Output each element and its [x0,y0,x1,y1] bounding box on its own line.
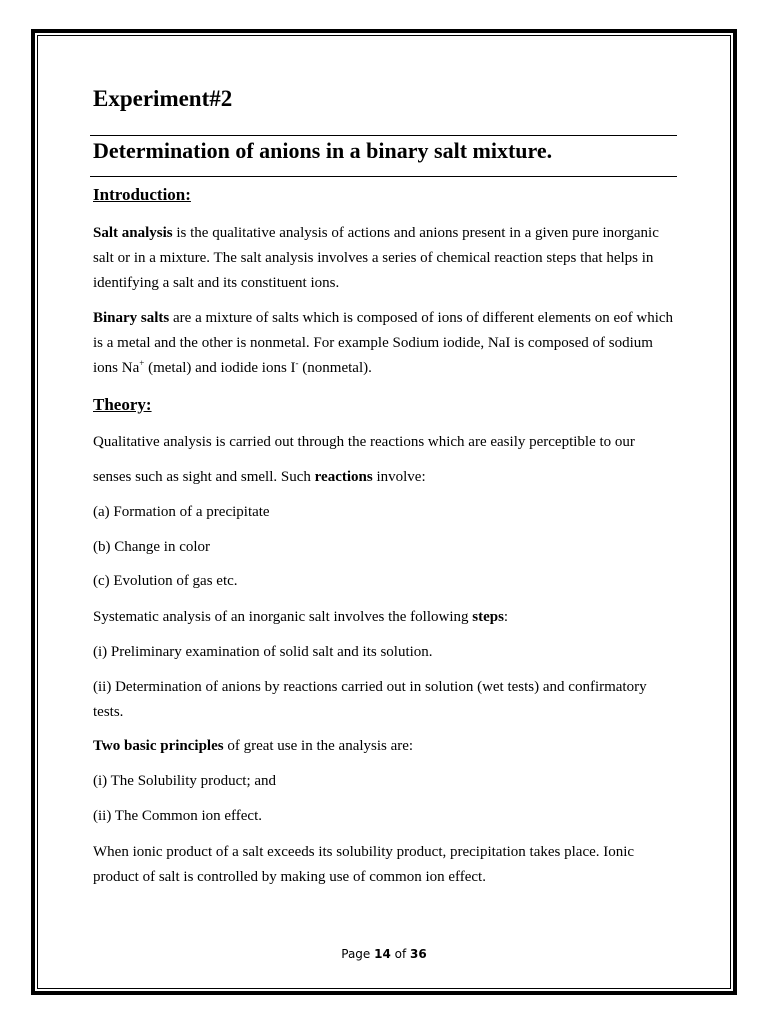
theory-heading: Theory: [93,395,152,414]
intro-paragraph-salt-analysis: Salt analysis is the qualitative analysis of actions and anions present in a given pure inorganic salt or in a mixture. The salt analysis involves a series of chemical reaction steps that helps in identifying a salt and its constituent ions. [93,225,659,291]
list-item-a: (a) Formation of a precipitate [93,504,270,520]
closing-paragraph: When ionic product of a salt exceeds its solubility product, precipitation takes place. Ionic product of salt is controlled by making use of common ion effect. [93,844,635,885]
title-rule-top [90,135,677,136]
term-binary-salts: Binary salts [93,310,170,326]
list-item-b: (b) Change in color [93,539,211,555]
title-rule-bottom [90,176,677,177]
intro-paragraph-binary-salts: Binary salts are a mixture of salts which is composed of ions of different elements on eof which is a metal and the other is nonmetal. For example Sodium iodide, NaI is composed of sodium ions Na+ (metal) and iodide ions I- (nonmetal). [93,310,674,376]
list-item-c: (c) Evolution of gas etc. [93,573,238,589]
total-pages: 36 [410,947,427,961]
step-i: (i) Preliminary examination of solid salt and its solution. [93,644,433,660]
introduction-heading: Introduction: [93,185,191,204]
theory-line-2: senses such as sight and smell. Such reactions involve: [93,469,426,485]
page-footer: Page 14 of 36 [341,947,427,961]
principle-ii: (ii) The Common ion effect. [93,808,262,824]
theory-line-1: Qualitative analysis is carried out through the reactions which are easily perceptible to our [93,434,635,450]
principles-intro: Two basic principles of great use in the analysis are: [93,738,414,754]
step-ii: (ii) Determination of anions by reactions carried out in solution (wet tests) and confirmatory tests. [93,679,647,720]
main-title: Determination of anions in a binary salt mixture. [93,138,553,163]
steps-intro: Systematic analysis of an inorganic salt involves the following steps: [93,609,509,625]
principle-i: (i) The Solubility product; and [93,773,277,789]
page-number: 14 [374,947,391,961]
term-salt-analysis: Salt analysis [93,225,173,241]
experiment-title: Experiment#2 [93,86,233,111]
